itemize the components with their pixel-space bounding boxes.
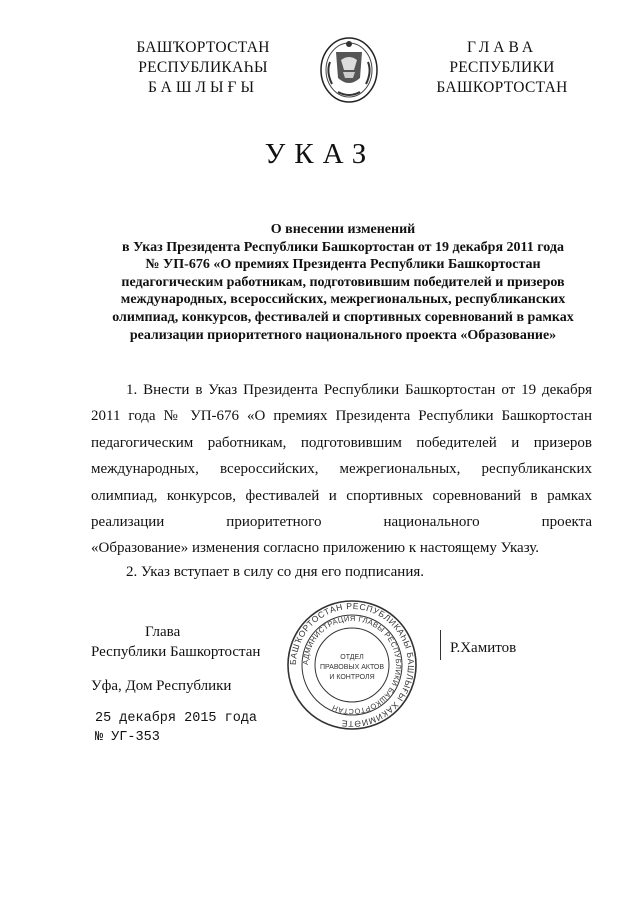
place: Уфа, Дом Республики — [91, 678, 232, 694]
stamp-inner-text: АДМИНИСТРАЦИЯ ГЛАВЫ РЕСПУБЛИКИ БАШКОРТОСТАН — [300, 613, 404, 717]
stamp-center-line-1: ОТДЕЛ — [340, 654, 364, 661]
place-of-signing — [91, 676, 231, 696]
header-left-line-3: БАШЛЫҒЫ — [147, 79, 259, 96]
header-left-line-2: РЕСПУБЛИКАҺЫ — [138, 59, 268, 76]
coat-of-arms-icon — [316, 32, 382, 104]
paragraph-2: 2. Указ вступает в силу со дня его подписания. — [126, 564, 424, 580]
official-stamp — [285, 598, 419, 732]
header-right-russian — [412, 38, 592, 98]
subject-line: № УП-676 «О премиях Президента Республики Башкортостан — [145, 257, 541, 273]
paragraph-1-text: 1. Внести в Указ Президента Республики Башкортостан от 19 декабря 2011 года № УП-676 «О премиях Президента Республики Башкортостан педагогическим работникам, подготовившим победителей и призеров международных, всероссийских, межрегиональных, республиканских олимпиад, конкурсов, фестивалей и спортивных соревнований в рамках реализации приоритетного национального проекта — [91, 382, 592, 531]
decree-number: № УГ-353 — [95, 730, 160, 745]
subject-line: реализации приоритетного национального проекта «Образование» — [129, 327, 557, 343]
paragraph-1-last-line: «Образование» изменения согласно приложению к настоящему Указу. — [91, 540, 540, 557]
decree-title: УКАЗ — [264, 138, 376, 170]
subject-line: педагогическим работникам, подготовившим победителей и призеров — [121, 274, 565, 290]
decree-date: 25 декабря 2015 года — [95, 711, 258, 726]
signatory-title-line-2: Республики Башкортостан — [91, 644, 261, 660]
header-left-line-1: БАШҠОРТОСТАН — [136, 39, 270, 56]
subject-line: международных, всероссийских, межрегиональных, республиканских — [120, 292, 566, 308]
header-right-line-3: БАШКОРТОСТАН — [436, 79, 568, 96]
signature-mark — [440, 630, 441, 660]
decree-subject — [86, 221, 600, 344]
stamp-outer-text: БАШҠОРТОСТАН РЕСПУБЛИКАҺЫ БАШЛЫҒЫ ХАКИМИӘТЕ — [287, 600, 417, 730]
header-left-bashkir — [118, 38, 288, 98]
header-right-line-1: ГЛАВА — [466, 39, 538, 56]
subject-line: О внесении изменений — [270, 222, 416, 237]
date-and-number — [95, 709, 257, 747]
stamp-center-line-2: ПРАВОВЫХ АКТОВ — [319, 664, 385, 671]
stamp-center-line-3: И КОНТРОЛЯ — [329, 674, 375, 681]
subject-line: в Указ Президента Республики Башкортостан от 19 декабря 2011 года — [122, 239, 564, 255]
header-right-line-2: РЕСПУБЛИКИ — [449, 59, 555, 76]
signatory-name: Р.Хамитов — [450, 640, 517, 656]
signatory-title-line-1: Глава — [145, 624, 181, 640]
signatory-title — [91, 622, 260, 662]
subject-line: олимпиад, конкурсов, фестивалей и спортивных соревнований в рамках — [112, 309, 574, 325]
paragraph-1 — [91, 377, 592, 562]
